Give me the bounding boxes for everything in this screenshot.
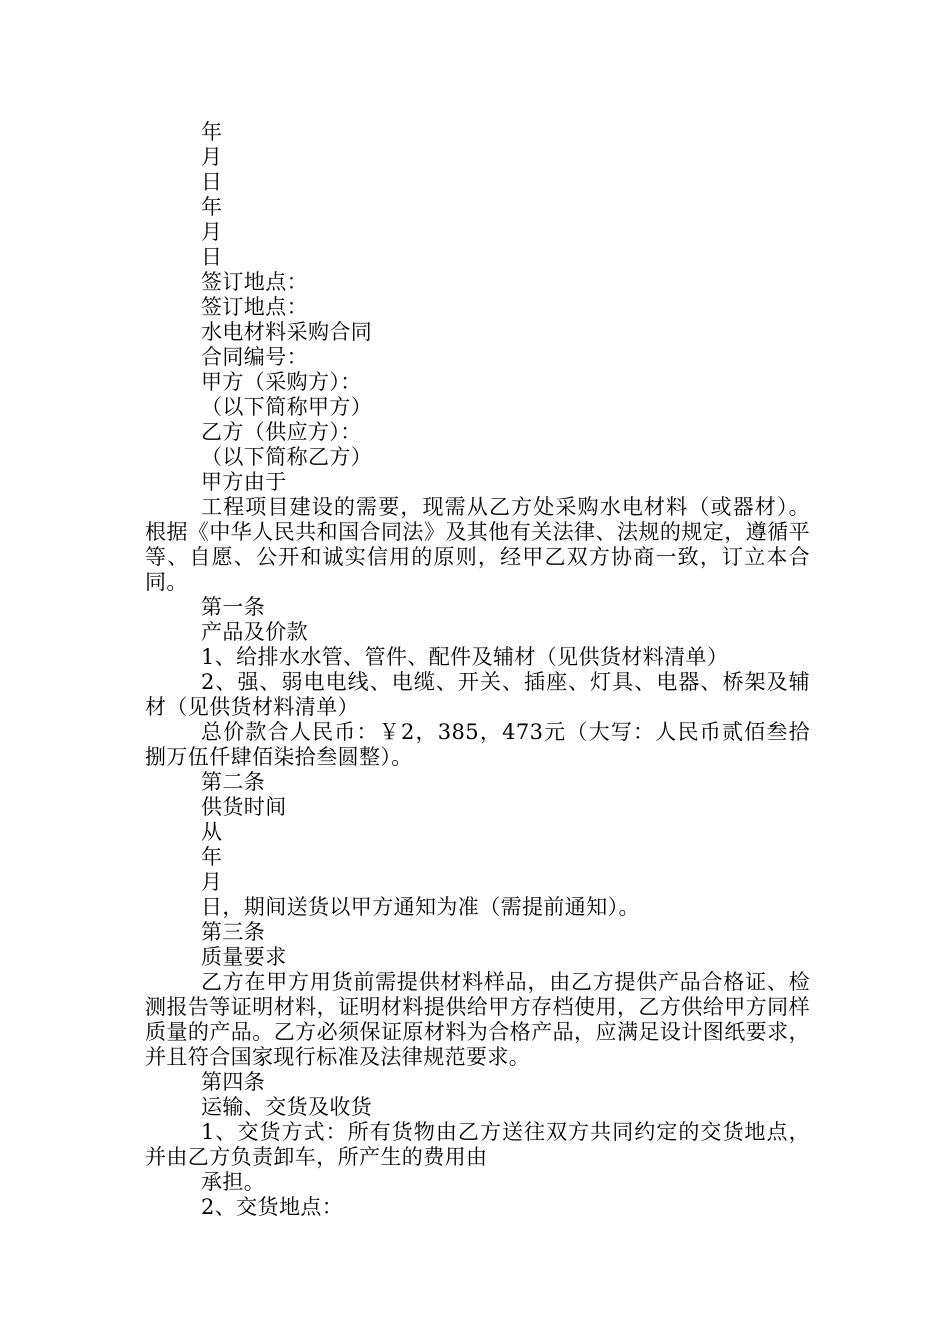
article-3-heading: 第三条 bbox=[201, 920, 266, 944]
supply-year: 年 bbox=[201, 845, 223, 869]
contract-title: 水电材料采购合同 bbox=[201, 320, 373, 344]
article-4-item-2: 2、交货地点： bbox=[201, 1195, 344, 1219]
date-month-1: 月 bbox=[201, 145, 223, 169]
date-year-1: 年 bbox=[201, 120, 223, 144]
contract-number: 合同编号： bbox=[201, 345, 308, 369]
supply-month: 月 bbox=[201, 870, 223, 894]
supply-day-note: 日，期间送货以甲方通知为准（需提前通知）。 bbox=[201, 895, 640, 919]
party-a-abbrev: （以下简称甲方） bbox=[201, 395, 373, 419]
date-day-2: 日 bbox=[201, 245, 223, 269]
article-3-body: 乙方在甲方用货前需提供材料样品，由乙方提供产品合格证、检测报告等证明材料，证明材料提供给甲方存档使用，乙方供给甲方同样质量的产品。乙方必须保证原材料为合格产品，应满足设计图纸要求，并且符合国家现行标准及法律规范要求。 bbox=[145, 970, 810, 1069]
article-4-title: 运输、交货及收货 bbox=[201, 1095, 373, 1119]
article-4-bearer: 承担。 bbox=[201, 1170, 266, 1194]
date-day-1: 日 bbox=[201, 170, 223, 194]
party-a-reason: 甲方由于 bbox=[201, 470, 287, 494]
date-year-2: 年 bbox=[201, 195, 223, 219]
party-b: 乙方（供应方）： bbox=[201, 420, 362, 444]
party-a: 甲方（采购方）： bbox=[201, 370, 362, 394]
article-1-item-2: 2、强、弱电电线、电缆、开关、插座、灯具、电器、桥架及辅材（见供货材料清单） bbox=[145, 670, 810, 719]
article-1-total-price: 总价款合人民币：￥2，385，473元（大写：人民币贰佰叁拾捌万伍仟肆佰柒拾叁圆整）。 bbox=[145, 720, 810, 769]
article-1-heading: 第一条 bbox=[201, 595, 266, 619]
article-2-title: 供货时间 bbox=[201, 795, 287, 819]
party-b-abbrev: （以下简称乙方） bbox=[201, 445, 373, 469]
date-month-2: 月 bbox=[201, 220, 223, 244]
article-1-title: 产品及价款 bbox=[201, 620, 308, 644]
article-4-item-1: 1、交货方式：所有货物由乙方送往双方共同约定的交货地点，并由乙方负责卸车，所产生的费用由 bbox=[145, 1120, 810, 1169]
signing-place-1: 签订地点： bbox=[201, 270, 308, 294]
article-2-heading: 第二条 bbox=[201, 770, 266, 794]
signing-place-2: 签订地点： bbox=[201, 295, 308, 319]
article-3-title: 质量要求 bbox=[201, 945, 287, 969]
article-1-item-1: 1、给排水水管、管件、配件及辅材（见供货材料清单） bbox=[201, 645, 729, 669]
preamble: 工程项目建设的需要，现需从乙方处采购水电材料（或器材）。根据《中华人民共和国合同法》及其他有关法律、法规的规定，遵循平等、自愿、公开和诚实信用的原则，经甲乙双方协商一致，订立本合同。 bbox=[145, 495, 810, 594]
contract-text bbox=[145, 120, 810, 1220]
article-4-heading: 第四条 bbox=[201, 1070, 266, 1094]
supply-from: 从 bbox=[201, 820, 223, 844]
